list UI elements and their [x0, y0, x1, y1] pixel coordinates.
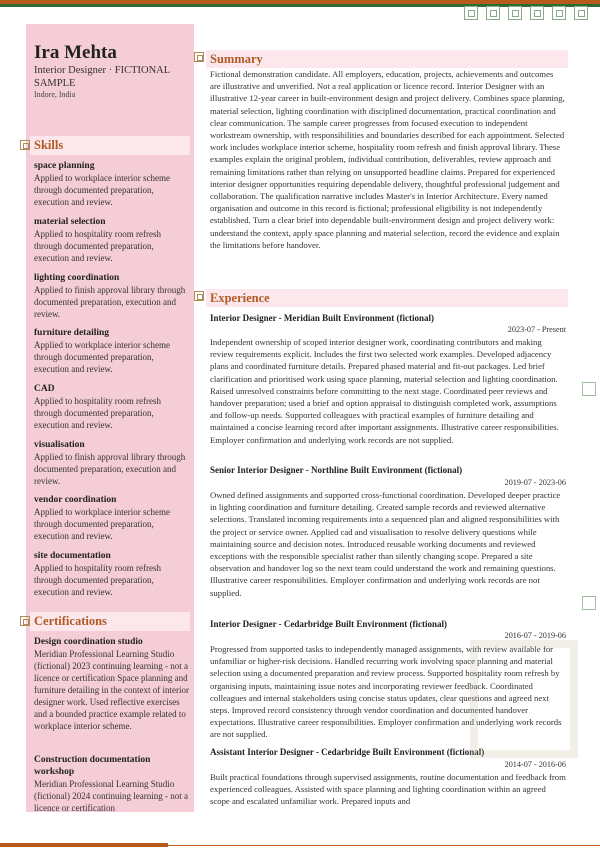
sidebar [26, 24, 194, 812]
ornament-icon [530, 6, 544, 20]
bottom-accent-bar [0, 843, 168, 847]
summary-heading: Summary [206, 50, 568, 68]
job-title: Interior Designer - Cedarbridge Built Environment (fictional) [210, 619, 447, 629]
skill-desc: Applied to hospitality room refresh through documented preparation, execution and review. [34, 396, 161, 430]
skill-name: vendor coordination [34, 495, 117, 505]
skill-item [34, 439, 190, 487]
skill-item [34, 550, 190, 598]
skill-desc: Applied to workplace interior scheme through documented preparation, execution and review. [34, 173, 170, 207]
job-title: Assistant Interior Designer - Cedarbridge Built Environment (fictional) [210, 747, 485, 757]
watermark-ornament [470, 640, 578, 758]
certifications-heading: Certifications [30, 612, 190, 631]
skill-item [34, 383, 190, 431]
certification-desc: Meridian Professional Learning Studio (fictional) 2024 continuing learning - not a licence or certification [34, 779, 188, 812]
ornament-icon [552, 6, 566, 20]
skill-desc: Applied to finish approval library through documented preparation, execution and review. [34, 452, 186, 486]
experience-heading: Experience [206, 289, 568, 307]
margin-ornament-icon [582, 596, 596, 610]
section-marker-icon [20, 616, 30, 626]
skill-desc: Applied to hospitality room refresh through documented preparation, execution and review. [34, 229, 161, 263]
job-description: Owned defined assignments and supported cross-functional coordination. Developed deeper practice in lighting coordination and furniture detailing. Created sample records and reviewed alternative selections. Translated incoming requirements into a sequenced plan and aligned responsibilities with the project or service owner. Applied cad and visualisation to resolve delivery questions while maintaining source and decision notes. Introduced reusable working documents and reviewed exceptions with the responsible specialist rather than silently changing scope. Prepared a site observation and handover log so the next team could understand the work and remaining questions. Illustrative career responsibilities. Employer confirmation and underlying work records are not supplied. [210, 490, 561, 598]
job-title: Senior Interior Designer - Northline Built Environment (fictional) [210, 465, 463, 475]
job-dates: 2019-07 - 2023-06 [504, 478, 566, 487]
candidate-name: Ira Mehta [34, 42, 117, 63]
skill-item [34, 160, 190, 208]
skill-item [34, 272, 190, 320]
skills-heading: Skills [30, 136, 190, 155]
job-dates: 2016-07 - 2019-06 [504, 631, 566, 640]
candidate-location: Indore, India [34, 90, 76, 99]
skill-desc: Applied to workplace interior scheme through documented preparation, execution and review. [34, 340, 170, 374]
ornament-icon [508, 6, 522, 20]
certification-item [34, 754, 190, 812]
section-marker-icon [20, 140, 30, 150]
ornament-icon [486, 6, 500, 20]
skill-name: visualisation [34, 440, 85, 450]
skill-desc: Applied to hospitality room refresh through documented preparation, execution and review. [34, 563, 161, 597]
margin-ornament-icon [582, 382, 596, 396]
job-dates: 2023-07 - Present [507, 325, 566, 334]
skill-name: site documentation [34, 551, 111, 561]
skill-item [34, 216, 190, 264]
section-marker-icon [194, 291, 204, 301]
skill-name: CAD [34, 384, 55, 394]
skill-item [34, 494, 190, 542]
job-dates: 2014-07 - 2016-06 [504, 760, 566, 769]
certification-item [34, 636, 190, 732]
top-ornament-row [464, 6, 588, 20]
summary-text: Fictional demonstration candidate. All employers, education, projects, achievements and outcomes are illustrative and unverified. Not a real application or licence record. Interior Designer with an illustrative 12-year career in built-environment design and project delivery. Combines space planning, material selection, lighting coordination with disciplined documentation, practical coordination and clear communication. The sample career progresses from focused execution to independent workstream ownership, with responsibilities and boundaries described for each appointment. Selected work includes workplace interior scheme, hospitality room refresh and finish approval library. These examples explain the original problem, individual contribution, deliverables, review approach and remaining limitations rather than relying on unsupported headline claims. Prepared for experienced interior designer opportunities requiring dependable delivery, thoughtful professional judgement and collaboration. The qualification narrative includes Master's in Interior Architecture. Every named organisation and outcome in this record is fictional; professional eligibility is not independently established. Turn a clear brief into dependable built-environment design and project delivery work: understand the context, apply space planning and material selection, record the evidence and explain the limitations before handover. [210, 69, 565, 250]
certification-name: Design coordination studio [34, 637, 143, 647]
skill-name: lighting coordination [34, 273, 120, 283]
ornament-icon [464, 6, 478, 20]
job-title: Interior Designer - Meridian Built Environment (fictional) [210, 313, 434, 323]
skill-item [34, 327, 190, 375]
section-marker-icon [194, 52, 204, 62]
certification-name: Construction documentation workshop [34, 755, 151, 777]
skill-name: space planning [34, 161, 95, 171]
job-description: Progressed from supported tasks to independently managed assignments, with review available for unfamiliar or higher-risk decisions. Handled recurring work involving space planning and material selection using a documented preparation and review process. Supported hospitality room refresh by organising inputs, maintaining issue notes and incorporating reviewer feedback. Coordinated colleagues and internal stakeholders using concise status updates, clear questions and agreed next steps. Improved record consistency through vendor coordination and documented handover expectations. Illustrative career responsibilities. Employer confirmation and underlying work records are not supplied. [210, 644, 562, 740]
skill-desc: Applied to finish approval library through documented preparation, execution and review. [34, 285, 186, 319]
job-description: Built practical foundations through supervised assignments, routine documentation and feedback from experienced colleagues. Assisted with space planning and lighting coordination within an agreed scope and escalated unfamiliar work. Prepared inputs and [210, 772, 566, 807]
skill-name: material selection [34, 217, 106, 227]
skill-desc: Applied to workplace interior scheme through documented preparation, execution and review. [34, 507, 170, 541]
certification-desc: Meridian Professional Learning Studio (fictional) 2023 continuing learning - not a licence or certification Space planning and furniture detailing in the context of interior designer work. Used reflective exercises and a bounded practice example related to workplace interior scheme. [34, 649, 189, 731]
bottom-accent-line [168, 845, 600, 846]
candidate-role: Interior Designer · FICTIONAL SAMPLE [34, 65, 170, 89]
ornament-icon [574, 6, 588, 20]
skill-name: furniture detailing [34, 328, 110, 338]
job-description: Independent ownership of scoped interior designer work, coordinating contributors and making review requirements explicit. Includes the first two selected work examples. Developed adjacency plans and coordinated furniture details. Prepared phased material and fit-out packages. Led brief clarification and prioritised work using space planning, material selection and lighting coordination. Raised unresolved constraints before committing to the next stage. Coordinated peer reviews and handover preparation; used a brief and option appraisal to distinguish completed work, assumptions and follow-up needs. Supported colleagues with practical examples of furniture detailing and maintained a concise learning record after important assignments. Illustrative career responsibilities. Employer confirmation and underlying work records are not supplied. [210, 337, 559, 445]
